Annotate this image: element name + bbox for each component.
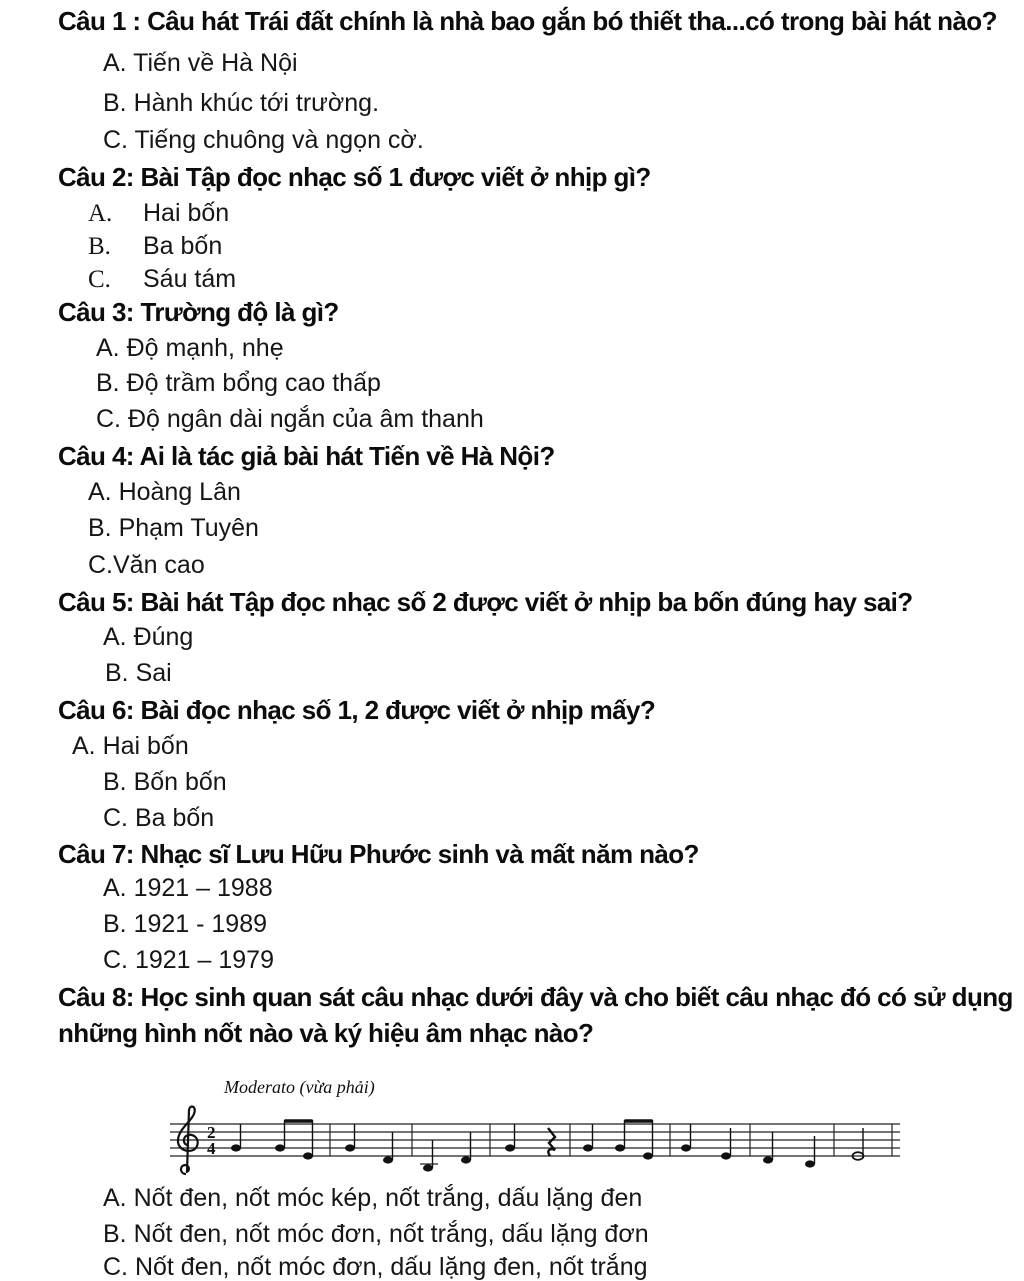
question-8-option-c[interactable]: C. Nốt đen, nốt móc đơn, dấu lặng đen, nốt trắng bbox=[103, 1253, 648, 1281]
question-7-option-b[interactable]: B. 1921 - 1989 bbox=[103, 910, 268, 938]
question-7-title: Câu 7: Nhạc sĩ Lưu Hữu Phước sinh và mất năm nào? bbox=[58, 839, 699, 869]
question-6-option-c[interactable]: C. Ba bốn bbox=[103, 804, 215, 832]
question-3-option-c[interactable]: C. Độ ngân dài ngắn của âm thanh bbox=[96, 405, 484, 433]
question-8-option-a[interactable]: A. Nốt đen, nốt móc kép, nốt trắng, dấu lặng đen bbox=[103, 1184, 643, 1212]
question-8-option-b[interactable]: B. Nốt đen, nốt móc đơn, nốt trắng, dấu lặng đơn bbox=[103, 1220, 649, 1248]
question-5-option-b[interactable]: B. Sai bbox=[105, 659, 172, 687]
question-6-title: Câu 6: Bài đọc nhạc số 1, 2 được viết ở nhịp mấy? bbox=[58, 695, 656, 725]
question-8-title-line-1: Câu 8: Học sinh quan sát câu nhạc dưới đây và cho biết câu nhạc đó có sử dụng bbox=[58, 982, 1013, 1012]
time-signature-top: 2 bbox=[207, 1123, 216, 1142]
question-3-title: Câu 3: Trường độ là gì? bbox=[58, 297, 339, 327]
option-text: Hai bốn bbox=[143, 199, 230, 227]
question-1-option-a[interactable]: A. Tiến về Hà Nội bbox=[103, 49, 298, 77]
question-4-option-a[interactable]: A. Hoàng Lân bbox=[88, 478, 241, 506]
half-note bbox=[853, 1128, 864, 1160]
question-2-option-a[interactable] bbox=[88, 201, 229, 226]
question-3-option-a[interactable]: A. Độ mạnh, nhẹ bbox=[96, 334, 284, 362]
option-label: B. bbox=[88, 233, 111, 260]
question-1-option-c[interactable]: C. Tiếng chuông và ngọn cờ. bbox=[103, 126, 424, 154]
question-4-option-b[interactable]: B. Phạm Tuyên bbox=[88, 514, 259, 542]
question-1-option-b[interactable]: B. Hành khúc tới trường. bbox=[103, 89, 380, 117]
question-8-title-line-2: những hình nốt nào và ký hiệu âm nhạc nào? bbox=[58, 1018, 594, 1048]
quarter-note bbox=[583, 1124, 593, 1152]
tempo-marking: Moderato (vừa phải) bbox=[224, 1077, 375, 1097]
quarter-note bbox=[505, 1124, 515, 1152]
question-3-option-b[interactable]: B. Độ trầm bổng cao thấp bbox=[96, 369, 381, 397]
option-label: C. bbox=[88, 266, 111, 293]
question-6-option-b[interactable]: B. Bốn bốn bbox=[103, 768, 227, 796]
question-4-option-c[interactable]: C.Văn cao bbox=[88, 551, 205, 579]
option-text: Ba bốn bbox=[143, 232, 223, 260]
music-staff bbox=[170, 1102, 905, 1182]
question-7-option-a[interactable]: A. 1921 – 1988 bbox=[103, 874, 273, 902]
option-text: Sáu tám bbox=[143, 265, 237, 293]
question-1-title: Câu 1 : Câu hát Trái đất chính là nhà bao gắn bó thiết tha...có trong bài hát nào? bbox=[58, 6, 997, 36]
question-2-option-b[interactable] bbox=[88, 234, 222, 259]
quarter-note bbox=[721, 1128, 731, 1160]
question-5-option-a[interactable]: A. Đúng bbox=[103, 623, 194, 651]
time-signature-bottom: 4 bbox=[207, 1139, 216, 1158]
quarter-note bbox=[681, 1124, 691, 1152]
option-label: A. bbox=[88, 200, 113, 227]
quarter-note bbox=[231, 1124, 241, 1152]
question-5-title: Câu 5: Bài hát Tập đọc nhạc số 2 được viết ở nhịp ba bốn đúng hay sai? bbox=[58, 587, 913, 617]
quarter-note bbox=[805, 1136, 815, 1168]
question-4-title: Câu 4: Ai là tác giả bài hát Tiến về Hà Nội? bbox=[58, 441, 555, 471]
quarter-note bbox=[345, 1124, 355, 1152]
question-7-option-c[interactable]: C. 1921 – 1979 bbox=[103, 946, 274, 974]
question-6-option-a[interactable]: A. Hai bốn bbox=[72, 732, 189, 760]
question-2-title: Câu 2: Bài Tập đọc nhạc số 1 được viết ở nhịp gì? bbox=[58, 162, 651, 192]
question-2-option-c[interactable] bbox=[88, 267, 236, 292]
